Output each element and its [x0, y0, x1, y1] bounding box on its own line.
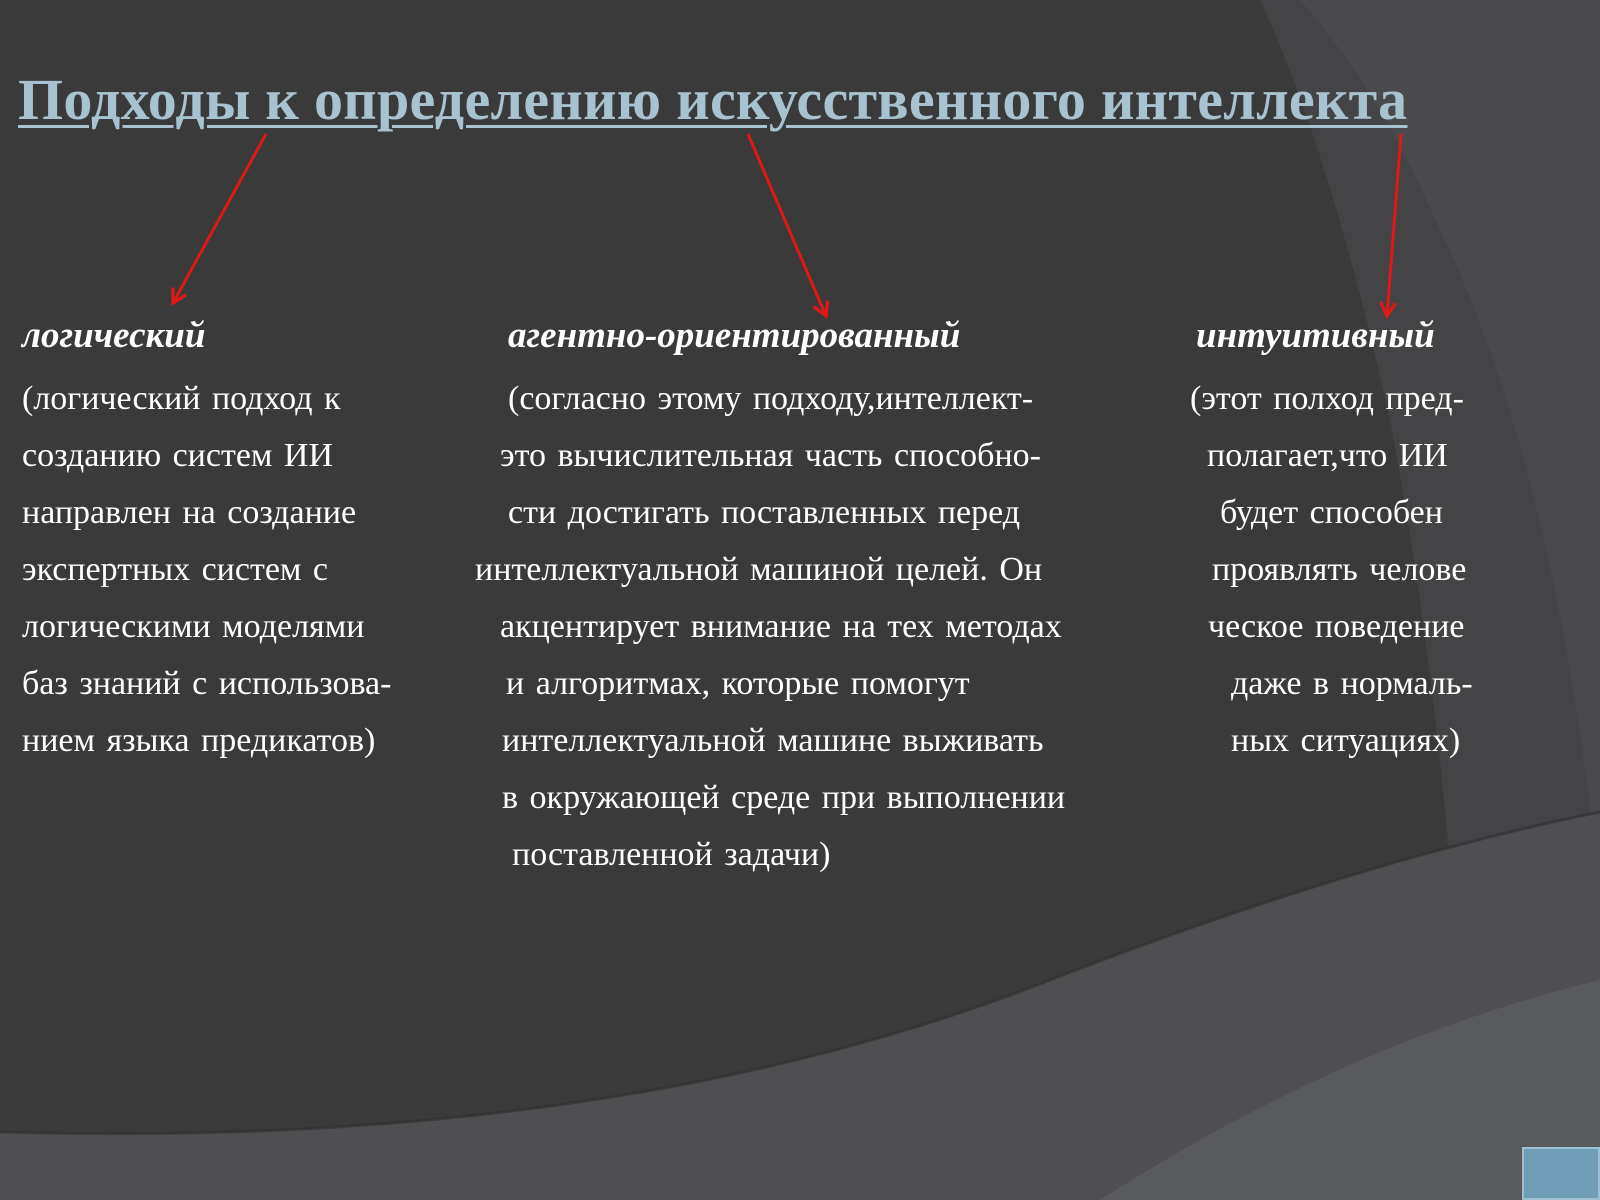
- corner-accent-box: [1522, 1147, 1600, 1200]
- agent-line-8: в окружающей среде при выполнении: [502, 779, 1066, 816]
- arrow-to-logical: [173, 134, 266, 303]
- logical-line-1: (логический подход к: [22, 380, 341, 417]
- intuitive-line-7: ных ситуациях): [1231, 722, 1461, 759]
- intuitive-line-1: (этот полход пред-: [1190, 380, 1464, 417]
- logical-line-2: созданию систем ИИ: [22, 437, 334, 474]
- intuitive-line-3: будет способен: [1220, 494, 1443, 531]
- agent-line-2: это вычислительная часть способно-: [500, 437, 1041, 474]
- heading-logical: логический: [22, 315, 206, 356]
- arrow-to-agent: [748, 134, 826, 316]
- heading-agent-oriented: агентно-ориентированный: [508, 315, 961, 356]
- arrow-to-intuitive: [1387, 134, 1401, 316]
- agent-line-7: интеллектуальной машине выживать: [502, 722, 1044, 759]
- agent-line-3: сти достигать поставленных перед: [508, 494, 1021, 531]
- intuitive-line-5: ческое поведение: [1208, 608, 1465, 645]
- logical-line-3: направлен на создание: [22, 494, 357, 531]
- heading-intuitive: интуитивный: [1196, 315, 1435, 356]
- agent-line-4: интеллектуальной машиной целей. Он: [475, 551, 1043, 588]
- logical-line-5: логическими моделями: [22, 608, 365, 645]
- intuitive-line-2: полагает,что ИИ: [1207, 437, 1448, 474]
- logical-line-7: нием языка предикатов): [22, 722, 376, 759]
- agent-line-1: (согласно этому подходу,интеллект-: [508, 380, 1034, 417]
- agent-line-5: акцентирует внимание на тех методах: [500, 608, 1062, 645]
- agent-line-6: и алгоритмах, которые помогут: [506, 665, 970, 702]
- logical-line-6: баз знаний с использова-: [22, 665, 392, 702]
- agent-line-9: поставленной задачи): [512, 836, 831, 873]
- logical-line-4: экспертных систем с: [22, 551, 329, 588]
- intuitive-line-4: проявлять челове: [1212, 551, 1467, 588]
- slide-title: Подходы к определению искусственного интеллекта: [18, 67, 1408, 132]
- intuitive-line-6: даже в нормаль-: [1231, 665, 1473, 702]
